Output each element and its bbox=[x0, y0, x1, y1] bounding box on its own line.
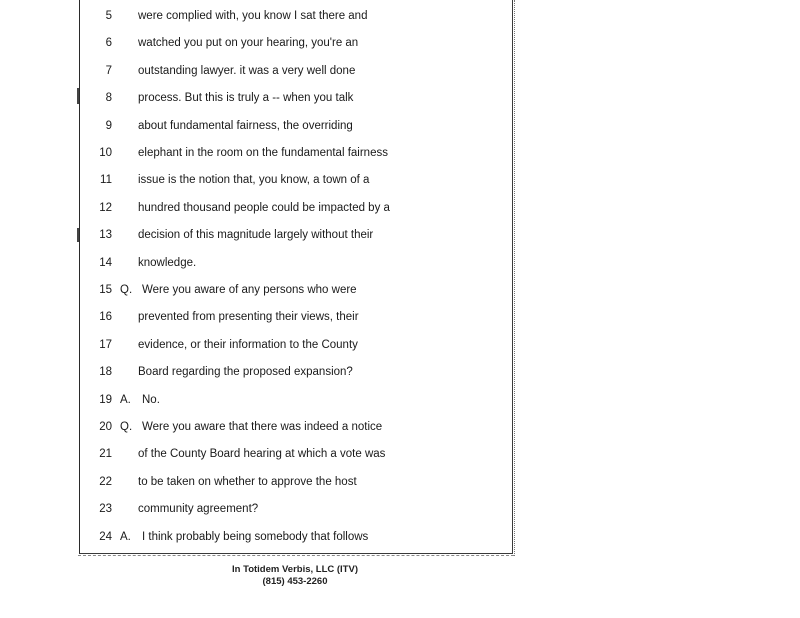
line-number: 8 bbox=[105, 92, 112, 105]
line-text: Were you aware that there was indeed a notice bbox=[142, 421, 383, 433]
line-number: 18 bbox=[99, 366, 112, 379]
line-number: 5 bbox=[105, 10, 112, 22]
line-number: 22 bbox=[99, 475, 112, 488]
line-text: evidence, or their information to the County bbox=[138, 338, 358, 351]
transcript-line bbox=[80, 253, 510, 273]
speaker-label: A. bbox=[120, 530, 131, 543]
page-edge-bottom bbox=[78, 555, 514, 558]
line-text: to be taken on whether to approve the host bbox=[138, 475, 357, 488]
line-number: 17 bbox=[99, 338, 112, 351]
line-text: community agreement? bbox=[138, 503, 259, 516]
transcript-line bbox=[80, 61, 510, 81]
transcript-page bbox=[79, 0, 513, 554]
transcript-line bbox=[80, 499, 510, 519]
line-number: 10 bbox=[99, 147, 112, 159]
line-number: 11 bbox=[100, 174, 112, 187]
transcript-line bbox=[80, 307, 510, 327]
transcript-line bbox=[80, 198, 510, 218]
line-number: 14 bbox=[99, 256, 112, 269]
line-number: 6 bbox=[105, 37, 112, 50]
line-text: knowledge. bbox=[138, 256, 197, 269]
line-text: elephant in the room on the fundamental fairness bbox=[138, 147, 388, 159]
speaker-label: Q. bbox=[120, 284, 133, 296]
line-text: hundred thousand people could be impacted by a bbox=[138, 201, 390, 214]
line-text: of the County Board hearing at which a vote was bbox=[138, 448, 386, 461]
transcript-line bbox=[80, 143, 510, 163]
line-text: prevented from presenting their views, their bbox=[138, 311, 359, 324]
transcript-line bbox=[80, 335, 510, 355]
transcript-line bbox=[80, 444, 510, 464]
line-number: 7 bbox=[105, 64, 112, 77]
transcript-line bbox=[80, 417, 510, 437]
scan-mark bbox=[77, 228, 79, 242]
page-edge-right bbox=[514, 0, 517, 556]
speaker-label: Q. bbox=[120, 421, 133, 433]
line-text: Were you aware of any persons who were bbox=[142, 284, 357, 296]
line-number: 12 bbox=[99, 201, 112, 214]
transcript-line bbox=[80, 390, 510, 410]
transcript-line bbox=[80, 170, 510, 190]
footer-phone: (815) 453-2260 bbox=[262, 576, 328, 587]
line-number: 13 bbox=[99, 229, 112, 242]
transcript-line bbox=[80, 225, 510, 245]
line-number: 20 bbox=[99, 421, 112, 433]
line-number: 19 bbox=[99, 393, 112, 406]
transcript-line bbox=[80, 88, 510, 108]
line-text: about fundamental fairness, the overriding bbox=[138, 119, 353, 132]
transcript-line bbox=[80, 6, 510, 26]
line-text: outstanding lawyer. it was a very well done bbox=[138, 64, 356, 77]
line-text: issue is the notion that, you know, a town of a bbox=[138, 174, 370, 187]
speaker-label: A. bbox=[120, 393, 131, 406]
line-text: decision of this magnitude largely without their bbox=[138, 229, 374, 242]
line-number: 9 bbox=[105, 119, 112, 132]
transcript-line bbox=[80, 116, 510, 136]
line-number: 16 bbox=[99, 311, 112, 324]
transcript-line bbox=[80, 362, 510, 382]
line-text: process. But this is truly a -- when you talk bbox=[138, 92, 354, 105]
line-text: No. bbox=[142, 393, 160, 406]
transcript-line bbox=[80, 527, 510, 547]
line-number: 21 bbox=[99, 448, 112, 461]
scan-mark bbox=[77, 88, 79, 104]
line-number: 24 bbox=[99, 530, 112, 543]
line-number: 15 bbox=[99, 284, 112, 296]
line-text: I think probably being somebody that follows bbox=[142, 530, 369, 543]
line-number: 23 bbox=[99, 503, 112, 516]
footer-company: In Totidem Verbis, LLC (ITV) bbox=[232, 564, 358, 575]
transcript-line bbox=[80, 472, 510, 492]
line-text: were complied with, you know I sat there and bbox=[138, 10, 368, 22]
transcript-line bbox=[80, 33, 510, 53]
line-text: Board regarding the proposed expansion? bbox=[138, 366, 353, 379]
line-text: watched you put on your hearing, you're an bbox=[138, 37, 359, 50]
transcript-line bbox=[80, 280, 510, 300]
